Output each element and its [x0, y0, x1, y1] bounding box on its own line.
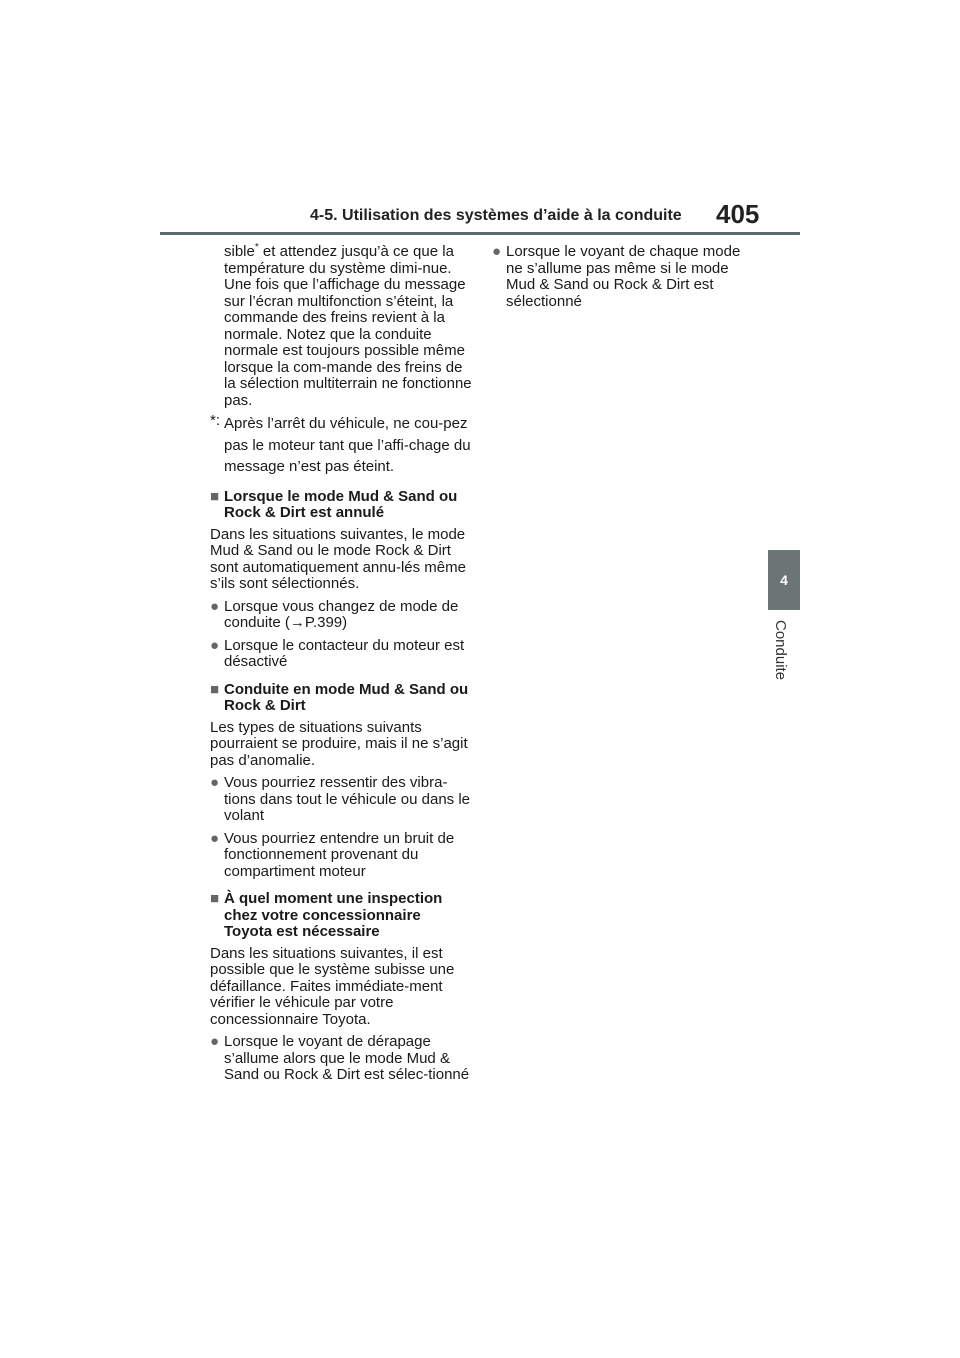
footnote: [210, 413, 472, 478]
bullet-dot-icon: ●: [210, 597, 220, 615]
list-item: ● Vous pourriez entendre un bruit de fonctionnement provenant du compartiment moteur: [210, 829, 455, 880]
bullet-dot-icon: ●: [210, 829, 220, 847]
bullet-dot-icon: ●: [210, 774, 220, 791]
section-heading: ■ Conduite en mode Mud & Sand ou Rock & Dirt: [210, 680, 469, 714]
paragraph: Dans les situations suivantes, il est possible que le système subisse une défaillance. Faites immédiate-ment vérifier le véhicule par votre concessionnaire Toyota.: [210, 944, 455, 1028]
chapter-number: 4: [780, 572, 788, 588]
footnote-mark: *:: [210, 412, 221, 429]
continued-paragraph: sible* et attendez jusqu’à ce que la température du système dimi-nue. Une fois que l’affichage du message sur l’écran multifonction s’éteint, la commande des freins revient à la normale. Notez que la conduite normale est toujours possible même lorsque la com-mande des freins de la sélection multiterrain ne fonctionne pas.: [224, 242, 472, 409]
footnote-text: Après l’arrêt du véhicule, ne cou-pez pas le moteur tant que l’affi-chage du message n’est pas éteint.: [224, 415, 471, 475]
paragraph: Dans les situations suivantes, le mode Mud & Sand ou le mode Rock & Dirt sont automatiquement annu-lés même s’ils sont sélectionnés.: [210, 525, 466, 592]
list-item: ● Vous pourriez ressentir des vibra-tions dans tout le véhicule ou dans le volant: [210, 774, 470, 824]
square-bullet-icon: ■: [210, 890, 220, 907]
list-item: ● Lorsque vous changez de mode de conduite (→P.399): [210, 597, 459, 631]
bullet-dot-icon: ●: [210, 1033, 220, 1050]
list-item: ● Lorsque le voyant de dérapage s’allume alors que le mode Mud & Sand ou Rock & Dirt est sélec-tionné: [210, 1033, 470, 1083]
list-item: ● Lorsque le contacteur du moteur est désactivé: [210, 636, 465, 670]
header-divider: [160, 232, 800, 235]
asterisk: *: [254, 242, 259, 253]
page-number: 405: [716, 199, 760, 229]
chapter-label: Conduite: [772, 620, 789, 681]
chapter-tab: [768, 550, 800, 610]
section-heading: ■ À quel moment une inspection chez votre concessionnaire Toyota est nécessaire: [210, 890, 443, 940]
square-bullet-icon: ■: [210, 487, 220, 505]
section-title: 4-5. Utilisation des systèmes d’aide à la conduite: [310, 207, 682, 224]
list-item: ● Lorsque le voyant de chaque mode ne s’allume pas même si le mode Mud & Sand ou Rock & Dirt est sélectionné: [492, 243, 741, 310]
square-bullet-icon: ■: [210, 680, 220, 698]
right-column: [492, 244, 754, 310]
section-heading: ■ Lorsque le mode Mud & Sand ou Rock & Dirt est annulé: [210, 487, 458, 521]
paragraph: Les types de situations suivants pourraient se produire, mais il ne s’agit pas d’anomalie.: [210, 718, 468, 769]
left-column: [210, 244, 472, 1084]
bullet-dot-icon: ●: [210, 636, 220, 654]
bullet-dot-icon: ●: [492, 243, 502, 260]
